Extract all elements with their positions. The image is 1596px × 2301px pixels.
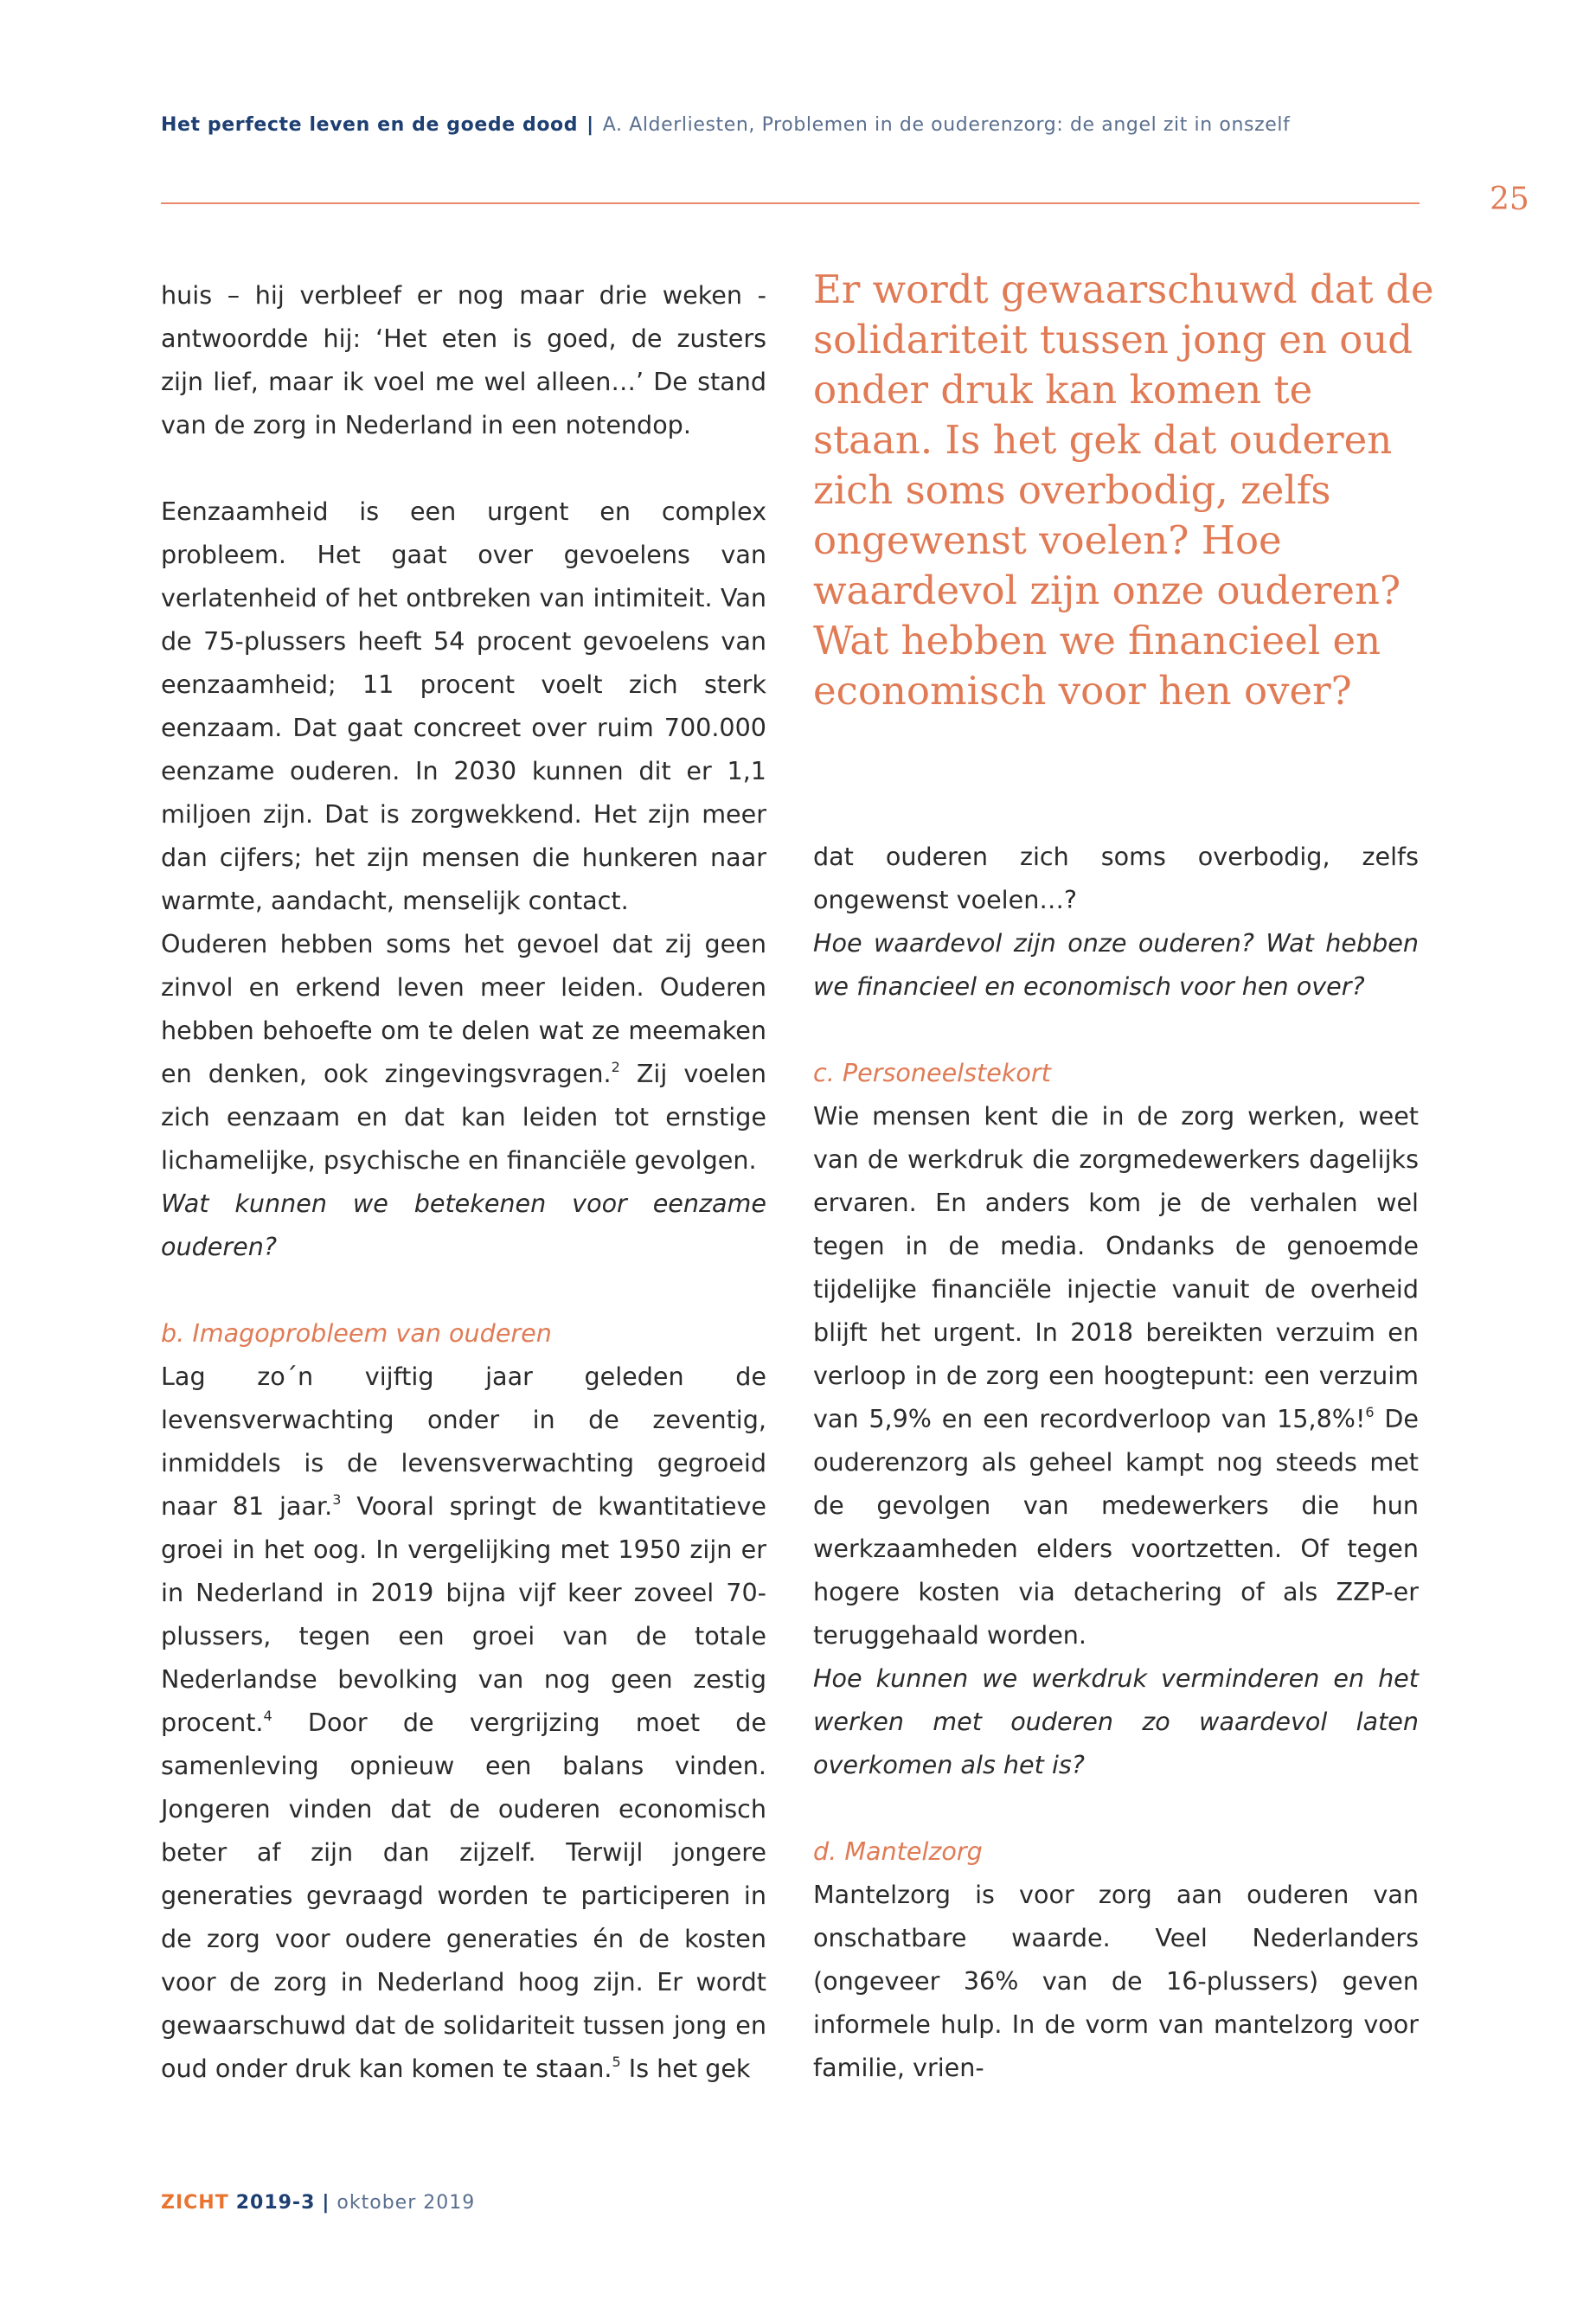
footer-separator: | [322,2192,330,2214]
section-heading: d. Mantelzorg [813,1836,983,1866]
issue-date: oktober 2019 [337,2192,476,2214]
paragraph: Lag zo´n vijftig jaar geleden de levensverwachting onder in de zeventig, inmiddels is de levensverwachting gegroeid naar 81 jaar.$^3$ Vooral springt de kwantitatieve groei in het oog. In vergelijking met 1950 zijn er in Nederland in 2019 bijna vijf keer zoveel 70-plussers, tegen een groei van de totale Nederlandse bevolking van nog geen zestig procent.$^4$ Door de vergrijzing moet de samenleving opnieuw een balans vinden. Jongeren vinden dat de ouderen economisch beter af zijn dan zijzelf. Terwijl jongere generaties gevraagd worden te participeren in de zorg voor oudere generaties én de kosten voor de zorg in Nederland hoog zijn. Er wordt gewaarschuwd dat de solidariteit tussen jong en oud onder druk kan komen te staan.$^5$ Is het gek [161,1362,767,2083]
paragraph: Ouderen hebben soms het gevoel dat zij geen zinvol en erkend leven meer leiden. Ouderen hebben behoefte om te delen wat ze meemaken en denken, ook zingevingsvragen.$^2$ Zij voelen zich eenzaam en dat kan leiden tot ernstige lichamelijke, psychische en financiële gevolgen. [161,929,766,1175]
paragraph: Mantelzorg is voor zorg aan ouderen van onschatbare waarde. Veel Nederlanders (ongeveer 36% van de 16-plussers) geven informele hulp. In de vorm van mantelzorg voor familie, vrien- [813,1880,1419,2082]
header-separator: | [586,114,594,136]
pull-quote: Er wordt gewaarschuwd dat de solidariteit tussen jong en oud onder druk kan komen te staan. Is het gek dat ouderen zich soms overbodig, zelfs ongewenst voelen? Hoe waardevol zijn onze ouderen? Wat hebben we financieel en economisch voor hen over? [813,266,1434,714]
section-heading: b. Imagoprobleem van ouderen [161,1318,552,1348]
footnote-ref: 3 [332,1491,342,1508]
paragraph: huis – hij verbleef er nog maar drie weken - antwoordde hij: ‘Het eten is goed, de zusters zijn lief, maar ik voel me wel alleen…’ De stand van de zorg in Nederland in een notendop. [161,280,766,439]
footer [161,2192,475,2214]
paragraph: Eenzaamheid is een urgent en complex probleem. Het gaat over gevoelens van verlatenheid of het ontbreken van intimiteit. Van de 75-plussers heeft 54 procent gevoelens van eenzaamheid; 11 procent voelt zich sterk eenzaam. Dat gaat concreet over ruim 700.000 eenzame ouderen. In 2030 kunnen dit er 1,1 miljoen zijn. Dat is zorgwekkend. Het zijn meer dan cijfers; het zijn mensen die hunkeren naar warmte, aandacht, menselijk contact. [161,497,766,915]
header-rule [161,202,1420,204]
footnote-ref: 2 [611,1059,620,1075]
question: Hoe waardevol zijn onze ouderen? Wat hebben we financieel en economisch voor hen over? [813,928,1419,1001]
footnote-ref: 6 [1365,1404,1375,1420]
footnote-ref: 4 [263,1708,272,1724]
left-column [161,273,766,2090]
page-number: 25 [1490,182,1529,217]
series-title: Het perfecte leven en de goede dood [161,114,579,136]
paragraph: dat ouderen zich soms overbodig, zelfs ongewenst voelen…? [813,842,1419,914]
right-column [813,835,1419,2089]
footnote-ref: 5 [612,2054,621,2070]
paragraph: Wie mensen kent die in de zorg werken, weet van de werkdruk die zorgmedewerkers dagelijks ervaren. En anders kom je de verhalen wel tegen in de media. Ondanks de genoemde tijdelijke financiële injectie vanuit de overheid blijft het urgent. In 2018 bereikten verzuim en verloop in de zorg een hoogtepunt: een verzuim van 5,9% en een recordverloop van 15,8%!$^6$ De ouderenzorg als geheel kampt nog steeds met de gevolgen van medewerkers die hun werkzaamheden elders voortzetten. Of tegen hogere kosten via detachering of als ZZP-er teruggehaald worden. [813,1101,1419,1650]
section-heading: c. Personeelstekort [813,1058,1051,1087]
article-title: A. Alderliesten, Problemen in de ouderenzorg: de angel zit in onszelf [602,114,1291,136]
question: Wat kunnen we betekenen voor eenzame ouderen? [161,1189,766,1261]
magazine-name: ZICHT [161,2192,229,2214]
running-header [161,114,1424,136]
question: Hoe kunnen we werkdruk verminderen en het werken met ouderen zo waardevol laten overkomen als het is? [813,1663,1419,1779]
issue-number: 2019-3 [235,2192,316,2214]
